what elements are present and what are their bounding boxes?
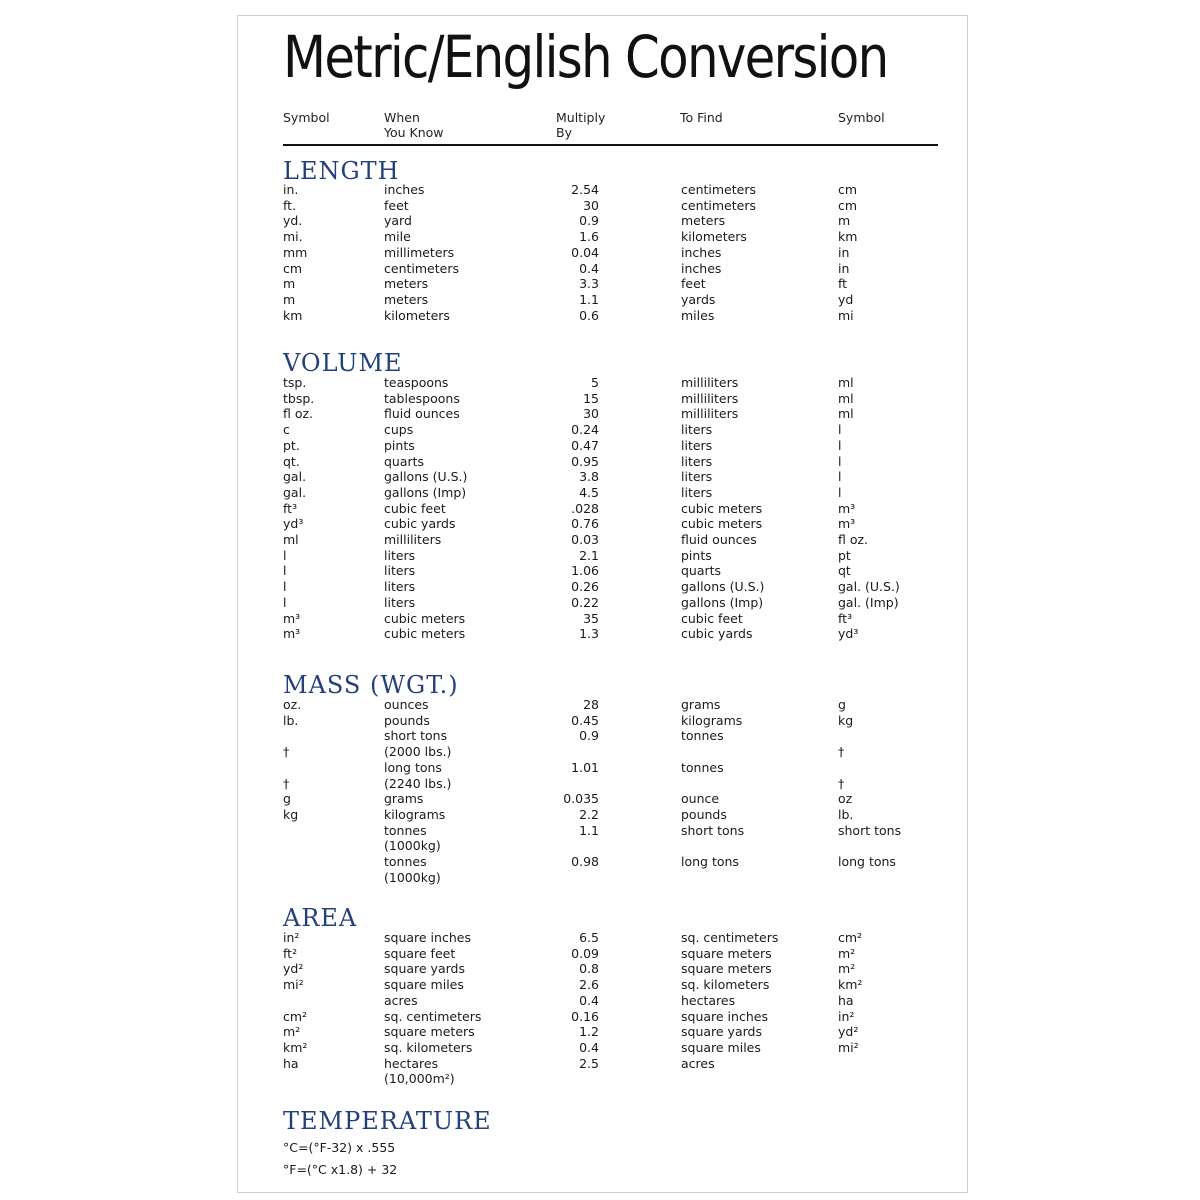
table-row (283, 229, 943, 245)
from-symbol-cell: in² (283, 930, 300, 945)
when-you-know-cell: cubic meters (384, 626, 466, 642)
from-symbol-cell: † (283, 744, 290, 760)
table-row (283, 1040, 943, 1056)
when-you-know-cell: hectares (384, 1055, 439, 1071)
to-find-cell: meters (681, 213, 726, 229)
when-you-know-cell: short tons (384, 728, 448, 744)
to-symbol-cell: kg (838, 712, 854, 728)
to-find-cell: tonnes (681, 759, 724, 775)
to-find-cell: milliliters (681, 375, 739, 390)
table-row (283, 308, 943, 324)
when-you-know-cell: milliliters (384, 532, 442, 547)
when-you-know-cell: kilograms (384, 806, 446, 822)
when-you-know-cell: ounces (384, 697, 429, 712)
table-row (283, 961, 943, 977)
from-symbol-cell: m³ (283, 610, 301, 626)
to-symbol-cell: ml (838, 375, 854, 390)
multiply-by-cell: 0.26 (571, 579, 599, 595)
table-row (283, 501, 943, 517)
to-find-cell: inches (681, 244, 722, 260)
to-find-cell: centimeters (681, 182, 756, 197)
to-symbol-cell: ft (838, 276, 848, 292)
from-symbol-cell: oz. (283, 697, 302, 712)
to-symbol-cell: yd³ (838, 626, 859, 642)
when-you-know-cell: sq. centimeters (384, 1008, 482, 1024)
table-row (283, 1071, 943, 1087)
table-row (283, 198, 943, 214)
multiply-by-cell: 35 (583, 610, 599, 626)
table-row (283, 977, 943, 993)
to-symbol-cell: l (838, 469, 842, 485)
to-find-cell: pints (681, 547, 712, 563)
when-you-know-cell: cubic feet (384, 500, 446, 516)
when-you-know-cell: centimeters (384, 260, 459, 276)
to-symbol-cell: l (838, 453, 842, 469)
from-symbol-cell: cm (283, 260, 303, 276)
to-symbol-cell: lb. (838, 806, 854, 822)
table-row (283, 854, 943, 870)
multiply-by-cell: 0.45 (571, 712, 599, 728)
to-find-cell: square yards (681, 1024, 762, 1040)
to-symbol-cell: oz (838, 791, 853, 807)
when-you-know-cell: liters (384, 563, 416, 579)
multiply-by-cell: 3.3 (579, 276, 599, 292)
section-title-temperature: TEMPERATURE (283, 1107, 492, 1135)
when-you-know-cell: pounds (384, 712, 430, 728)
from-symbol-cell: lb. (283, 712, 299, 728)
when-you-know-cell: long tons (384, 759, 442, 775)
when-you-know-cell: liters (384, 594, 416, 610)
from-symbol-cell: l (283, 547, 287, 563)
table-row (283, 1009, 943, 1025)
from-symbol-cell: m² (283, 1024, 301, 1040)
to-symbol-cell: m² (838, 945, 856, 961)
table-row (283, 728, 943, 744)
to-symbol-cell: yd² (838, 1024, 859, 1040)
to-find-cell: fluid ounces (681, 532, 757, 547)
to-symbol-cell: m² (838, 961, 856, 977)
to-find-cell: gallons (U.S.) (681, 579, 765, 595)
header-multiply-by: Multiply By (556, 110, 606, 140)
multiply-by-cell: 1.1 (579, 822, 599, 838)
from-symbol-cell: gal. (283, 484, 307, 500)
table-row (283, 838, 943, 854)
multiply-by-cell: 5 (591, 375, 599, 390)
from-symbol-cell: cm² (283, 1008, 308, 1024)
to-find-cell: cubic meters (681, 516, 763, 532)
multiply-by-cell: 2.1 (579, 547, 599, 563)
table-row (283, 697, 943, 713)
to-symbol-cell: km (838, 229, 858, 245)
when-you-know-cell: sq. kilometers (384, 1039, 473, 1055)
to-find-cell: cubic yards (681, 626, 753, 642)
when-you-know-cell: (2240 lbs.) (384, 775, 452, 791)
header-when-you-know: When You Know (384, 110, 444, 140)
to-symbol-cell: gal. (Imp) (838, 594, 899, 610)
multiply-by-cell: 0.95 (571, 453, 599, 469)
to-find-cell: gallons (Imp) (681, 594, 764, 610)
multiply-by-cell: 0.4 (579, 992, 599, 1008)
to-symbol-cell: † (838, 775, 845, 791)
table-row (283, 469, 943, 485)
to-symbol-cell: km² (838, 977, 863, 993)
when-you-know-cell: cubic yards (384, 516, 456, 532)
table-row (283, 626, 943, 642)
to-symbol-cell: ft³ (838, 610, 853, 626)
table-row (283, 438, 943, 454)
when-you-know-cell: teaspoons (384, 375, 449, 390)
when-you-know-cell: inches (384, 182, 425, 197)
when-you-know-cell: meters (384, 291, 429, 307)
table-row (283, 276, 943, 292)
from-symbol-cell: yd. (283, 213, 303, 229)
to-symbol-cell: ha (838, 992, 854, 1008)
table-row (283, 182, 943, 198)
table-row (283, 1056, 943, 1072)
when-you-know-cell: acres (384, 992, 418, 1008)
to-find-cell: ounce (681, 791, 720, 807)
to-find-cell: milliliters (681, 406, 739, 422)
from-symbol-cell: mm (283, 244, 308, 260)
table-row (283, 579, 943, 595)
table-row (283, 454, 943, 470)
table-row (283, 930, 943, 946)
from-symbol-cell: ft² (283, 945, 298, 961)
multiply-by-cell: 1.3 (579, 626, 599, 642)
to-find-cell: sq. kilometers (681, 977, 770, 993)
from-symbol-cell: m³ (283, 626, 301, 642)
header-rule (283, 144, 938, 146)
from-symbol-cell: mi² (283, 977, 304, 993)
table-row (283, 261, 943, 277)
when-you-know-cell: grams (384, 791, 424, 807)
from-symbol-cell: in. (283, 182, 299, 197)
multiply-by-cell: 0.24 (571, 422, 599, 438)
when-you-know-cell: square miles (384, 977, 464, 993)
to-symbol-cell: m³ (838, 516, 856, 532)
from-symbol-cell: ml (283, 532, 299, 547)
to-find-cell: liters (681, 422, 713, 438)
multiply-by-cell: 2.2 (579, 806, 599, 822)
to-find-cell: centimeters (681, 197, 756, 213)
to-symbol-cell: in (838, 260, 850, 276)
to-symbol-cell: ml (838, 406, 854, 422)
multiply-by-cell: 0.8 (579, 961, 599, 977)
to-symbol-cell: l (838, 484, 842, 500)
when-you-know-cell: liters (384, 579, 416, 595)
section-title-mass-wgt: MASS (WGT.) (283, 671, 459, 699)
multiply-by-cell: 0.98 (571, 854, 599, 869)
from-symbol-cell: c (283, 422, 290, 438)
multiply-by-cell: .028 (571, 500, 599, 516)
table-row (283, 213, 943, 229)
multiply-by-cell: 2.54 (571, 182, 599, 197)
multiply-by-cell: 4.5 (579, 484, 599, 500)
from-symbol-cell: m (283, 276, 296, 292)
section-title-area: AREA (283, 904, 358, 932)
multiply-by-cell: 6.5 (579, 930, 599, 945)
multiply-by-cell: 0.6 (579, 307, 599, 323)
from-symbol-cell: tsp. (283, 375, 307, 390)
table-row (283, 791, 943, 807)
table-row (283, 422, 943, 438)
to-symbol-cell: qt (838, 563, 851, 579)
table-row (283, 245, 943, 261)
to-find-cell: short tons (681, 822, 745, 838)
table-row (283, 485, 943, 501)
from-symbol-cell: fl oz. (283, 406, 314, 422)
to-find-cell: liters (681, 437, 713, 453)
from-symbol-cell: ft³ (283, 500, 298, 516)
when-you-know-cell: meters (384, 276, 429, 292)
header-symbol-result: Symbol (838, 110, 885, 125)
to-find-cell: square meters (681, 961, 772, 977)
from-symbol-cell: ha (283, 1055, 299, 1071)
when-you-know-cell: square feet (384, 945, 456, 961)
table-row (283, 292, 943, 308)
to-symbol-cell: m (838, 213, 851, 229)
to-find-cell: grams (681, 697, 721, 712)
from-symbol-cell: mi. (283, 229, 303, 245)
to-find-cell: cubic feet (681, 610, 743, 626)
to-symbol-cell: l (838, 437, 842, 453)
when-you-know-cell: quarts (384, 453, 425, 469)
to-find-cell: pounds (681, 806, 727, 822)
to-find-cell: sq. centimeters (681, 930, 779, 945)
to-symbol-cell: mi² (838, 1039, 859, 1055)
from-symbol-cell: g (283, 791, 291, 807)
when-you-know-cell: mile (384, 229, 411, 245)
multiply-by-cell: 0.9 (579, 728, 599, 744)
from-symbol-cell: yd³ (283, 516, 304, 532)
multiply-by-cell: 30 (583, 406, 599, 422)
table-row (283, 406, 943, 422)
to-find-cell: hectares (681, 992, 736, 1008)
when-you-know-cell: gallons (Imp) (384, 484, 467, 500)
to-find-cell: liters (681, 484, 713, 500)
table-row (283, 516, 943, 532)
table-row (283, 807, 943, 823)
when-you-know-cell: yard (384, 213, 412, 229)
to-symbol-cell: † (838, 744, 845, 760)
multiply-by-cell: 1.2 (579, 1024, 599, 1040)
multiply-by-cell: 2.6 (579, 977, 599, 993)
table-row (283, 776, 943, 792)
header-symbol: Symbol (283, 110, 330, 125)
to-symbol-cell: in² (838, 1008, 855, 1024)
when-you-know-cell: (2000 lbs.) (384, 744, 452, 760)
multiply-by-cell: 0.76 (571, 516, 599, 532)
from-symbol-cell: ft. (283, 197, 297, 213)
table-row (283, 595, 943, 611)
when-you-know-cell: liters (384, 547, 416, 563)
to-symbol-cell: long tons (838, 854, 896, 869)
when-you-know-cell: pints (384, 437, 415, 453)
table-row (283, 870, 943, 886)
to-find-cell: yards (681, 291, 716, 307)
when-you-know-cell: cups (384, 422, 414, 438)
multiply-by-cell: 0.04 (571, 244, 599, 260)
when-you-know-cell: millimeters (384, 244, 455, 260)
to-find-cell: liters (681, 469, 713, 485)
to-symbol-cell: pt (838, 547, 851, 563)
when-you-know-cell: kilometers (384, 307, 450, 323)
table-row (283, 744, 943, 760)
multiply-by-cell: 3.8 (579, 469, 599, 485)
multiply-by-cell: 0.47 (571, 437, 599, 453)
when-you-know-cell: square yards (384, 961, 465, 977)
from-symbol-cell: km² (283, 1039, 308, 1055)
from-symbol-cell: m (283, 291, 296, 307)
table-row (283, 993, 943, 1009)
when-you-know-cell: feet (384, 197, 409, 213)
to-symbol-cell: cm² (838, 930, 863, 945)
when-you-know-cell: cubic meters (384, 610, 466, 626)
multiply-by-cell: 28 (583, 697, 599, 712)
multiply-by-cell: 15 (583, 390, 599, 406)
to-symbol-cell: gal. (U.S.) (838, 579, 900, 595)
when-you-know-cell: (1000kg) (384, 869, 441, 885)
to-symbol-cell: g (838, 697, 846, 712)
table-row (283, 760, 943, 776)
to-find-cell: cubic meters (681, 500, 763, 516)
when-you-know-cell: square inches (384, 930, 471, 945)
multiply-by-cell: 1.6 (579, 229, 599, 245)
from-symbol-cell: † (283, 775, 290, 791)
multiply-by-cell: 1.06 (571, 563, 599, 579)
when-you-know-cell: gallons (U.S.) (384, 469, 468, 485)
to-symbol-cell: yd (838, 291, 854, 307)
when-you-know-cell: tablespoons (384, 390, 460, 406)
multiply-by-cell: 0.03 (571, 532, 599, 547)
multiply-by-cell: 0.22 (571, 594, 599, 610)
from-symbol-cell: yd² (283, 961, 304, 977)
to-find-cell: miles (681, 307, 715, 323)
table-row (283, 563, 943, 579)
multiply-by-cell: 0.4 (579, 1039, 599, 1055)
to-symbol-cell: m³ (838, 500, 856, 516)
from-symbol-cell: l (283, 563, 287, 579)
multiply-by-cell: 1.01 (571, 759, 599, 775)
multiply-by-cell: 0.9 (579, 213, 599, 229)
when-you-know-cell: fluid ounces (384, 406, 460, 422)
from-symbol-cell: l (283, 579, 287, 595)
table-row (283, 1024, 943, 1040)
table-row (283, 823, 943, 839)
to-find-cell: kilometers (681, 229, 747, 245)
to-find-cell: kilograms (681, 712, 743, 728)
section-title-volume: VOLUME (283, 349, 403, 377)
to-symbol-cell: fl oz. (838, 532, 869, 547)
to-find-cell: square inches (681, 1008, 768, 1024)
to-find-cell: square miles (681, 1039, 761, 1055)
multiply-by-cell: 0.4 (579, 260, 599, 276)
to-find-cell: feet (681, 276, 706, 292)
to-symbol-cell: cm (838, 197, 858, 213)
when-you-know-cell: tonnes (384, 822, 427, 838)
formula-celsius: °C=(°F-32) x .555 (283, 1140, 396, 1155)
multiply-by-cell: 0.16 (571, 1008, 599, 1024)
from-symbol-cell: gal. (283, 469, 307, 485)
from-symbol-cell: tbsp. (283, 390, 315, 406)
table-row (283, 611, 943, 627)
from-symbol-cell: qt. (283, 453, 300, 469)
multiply-by-cell: 2.5 (579, 1055, 599, 1071)
when-you-know-cell: tonnes (384, 854, 427, 869)
header-to-find: To Find (680, 110, 723, 125)
to-find-cell: inches (681, 260, 722, 276)
multiply-by-cell: 30 (583, 197, 599, 213)
to-symbol-cell: in (838, 244, 850, 260)
table-row (283, 946, 943, 962)
formula-fahrenheit: °F=(°C x1.8) + 32 (283, 1162, 398, 1177)
to-symbol-cell: ml (838, 390, 854, 406)
when-you-know-cell: (1000kg) (384, 838, 441, 854)
to-find-cell: liters (681, 453, 713, 469)
from-symbol-cell: kg (283, 806, 299, 822)
section-title-length: LENGTH (283, 157, 400, 185)
page-title: Metric/English Conversion (283, 23, 888, 91)
table-row (283, 548, 943, 564)
to-find-cell: tonnes (681, 728, 724, 744)
when-you-know-cell: (10,000m²) (384, 1071, 455, 1087)
multiply-by-cell: 1.1 (579, 291, 599, 307)
from-symbol-cell: km (283, 307, 303, 323)
to-find-cell: acres (681, 1055, 715, 1071)
to-find-cell: quarts (681, 563, 722, 579)
to-find-cell: long tons (681, 854, 739, 869)
table-row (283, 532, 943, 548)
table-row (283, 713, 943, 729)
table-row (283, 375, 943, 391)
table-row (283, 391, 943, 407)
from-symbol-cell: pt. (283, 437, 300, 453)
to-symbol-cell: mi (838, 307, 854, 323)
to-symbol-cell: cm (838, 182, 858, 197)
when-you-know-cell: square meters (384, 1024, 475, 1040)
multiply-by-cell: 0.035 (563, 791, 599, 807)
multiply-by-cell: 0.09 (571, 945, 599, 961)
to-find-cell: square meters (681, 945, 772, 961)
from-symbol-cell: l (283, 594, 287, 610)
to-find-cell: milliliters (681, 390, 739, 406)
to-symbol-cell: short tons (838, 822, 902, 838)
to-symbol-cell: l (838, 422, 842, 438)
